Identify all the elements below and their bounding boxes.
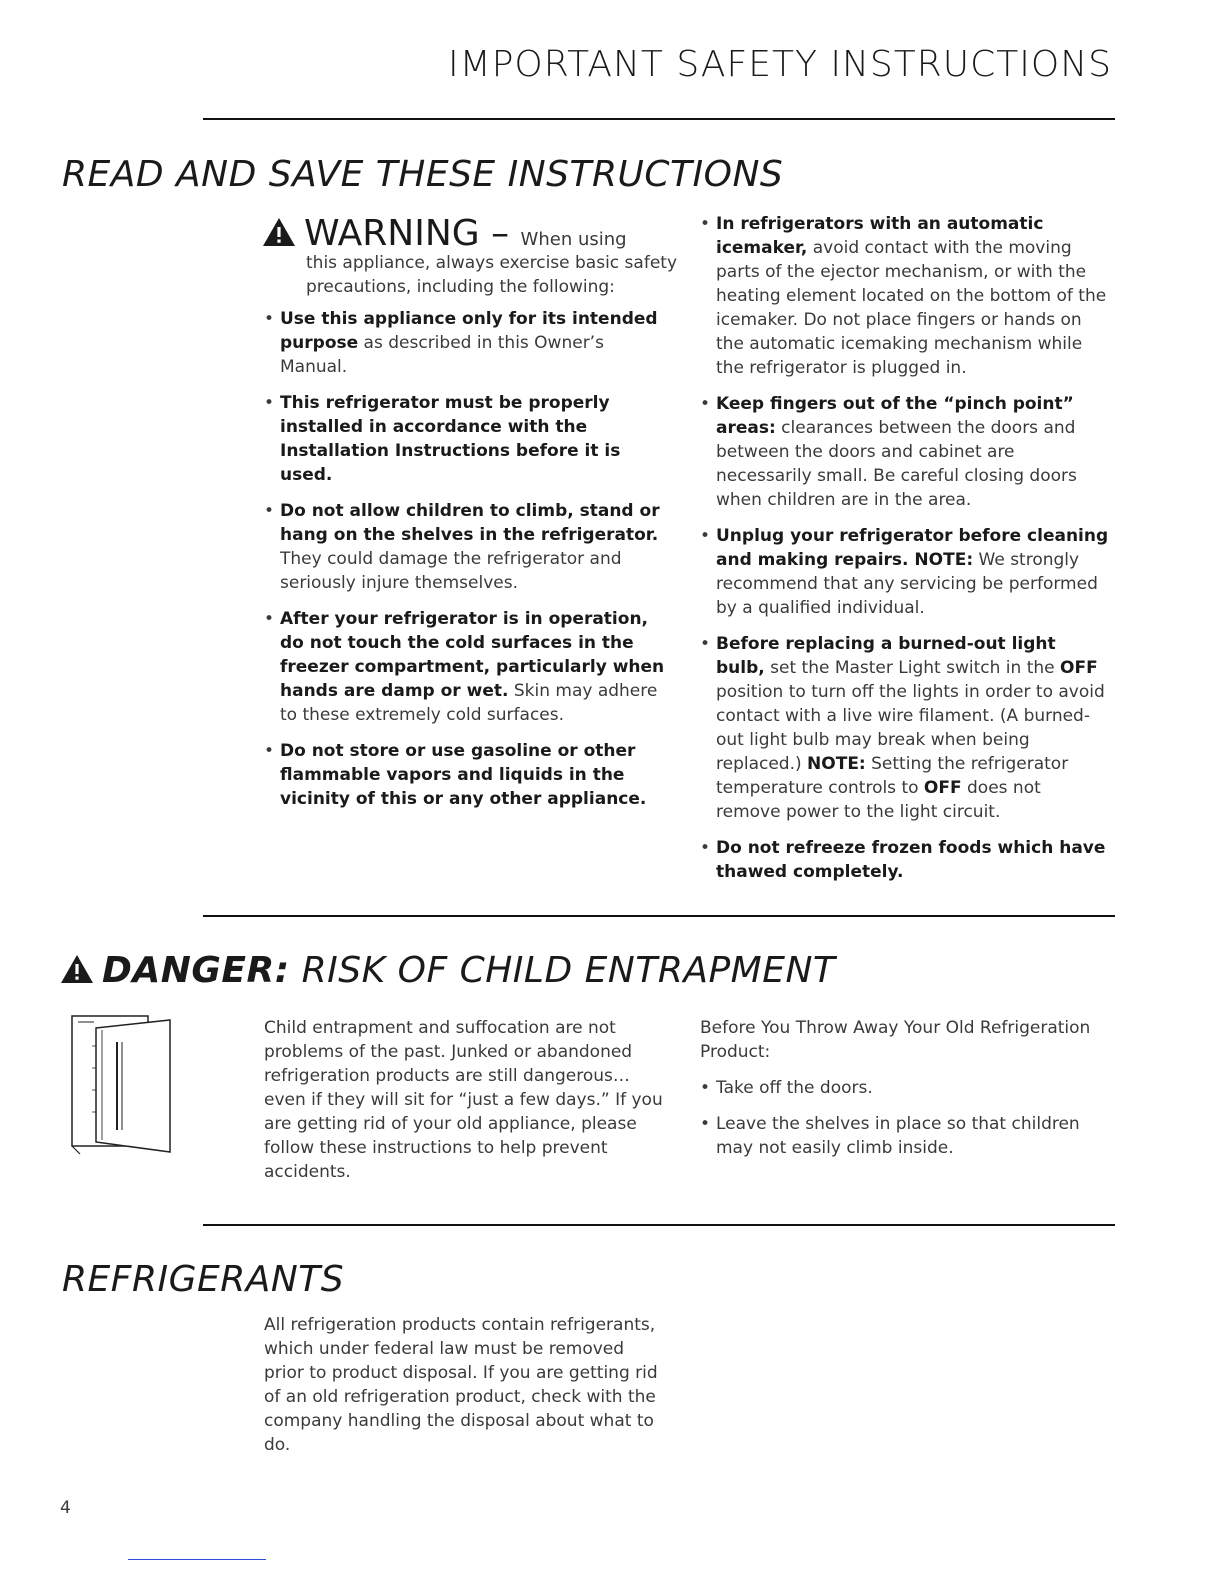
read-save-title: READ AND SAVE THESE INSTRUCTIONS [62,154,784,195]
right-bullet-list [700,212,1110,896]
left-bullet-list [264,307,676,823]
list-item: • Do not allow children to climb, stand or hang on the shelves in the refrigerator. They could damage the refrigerator and seriously injure themselves. [264,501,660,593]
list-item: • Leave the shelves in place so that children may not easily climb inside. [700,1114,1080,1158]
footer-link-underline [128,1559,266,1560]
list-item: • Do not store or use gasoline or other flammable vapors and liquids in the vicinity of this or any other appliance. [264,741,647,809]
list-item: • Use this appliance only for its intended purpose as described in this Owner’s Manual. [264,309,658,377]
warning-triangle-icon [262,217,296,247]
list-item-light-bulb: • Before replacing a burned-out light bulb, set the Master Light switch in the OFF position to turn off the lights in order to avoid contact with a live wire filament. (A burned-out light bulb may break when being replaced.) NOTE: Setting the refrigerator temperature controls to OFF does not remove power to the light circuit. [700,634,1105,822]
danger-title [60,950,835,991]
danger-right-column [700,1016,1110,1172]
section-divider [203,915,1115,917]
danger-subtitle: RISK OF CHILD ENTRAPMENT [289,950,836,991]
warning-small-text: When using [520,229,627,250]
list-item: • This refrigerator must be properly installed in accordance with the Installation Instructions before it is used. [264,393,621,485]
header-divider [203,118,1115,120]
danger-label: DANGER: [102,950,290,991]
warning-intro: this appliance, always exercise basic safety precautions, including the following: [306,253,678,297]
refrigerants-paragraph: All refrigeration products contain refrigerants, which under federal law must be removed prior to product disposal. If you are getting rid of an old refrigeration product, check with the company handling the disposal about what to do. [264,1315,658,1455]
section-divider [203,1224,1115,1226]
list-item: • In refrigerators with an automatic icemaker, avoid contact with the moving parts of the ejector mechanism, or with the heating element located on the bottom of the icemaker. Do not place fingers or hands on the automatic icemaking mechanism while the refrigerator is plugged in. [700,214,1107,378]
refrigerator-illustration [70,1012,174,1160]
danger-paragraph: Child entrapment and suffocation are not problems of the past. Junked or abandoned refrigeration products are still dangerous… even if they will sit for “just a few days.” If you are getting rid of your old appliance, please follow these instructions to help prevent accidents. [264,1018,663,1182]
page-number: 4 [60,1498,71,1518]
danger-right-intro: Before You Throw Away Your Old Refrigeration Product: [700,1018,1091,1062]
list-item: • Unplug your refrigerator before cleaning and making repairs. NOTE: We strongly recommend that any servicing be performed by a qualified individual. [700,526,1109,618]
list-item: • Take off the doors. [700,1078,873,1098]
refrigerants-title: REFRIGERANTS [62,1259,345,1300]
list-item: • Do not refreeze frozen foods which have thawed completely. [700,838,1106,882]
page-header-title: IMPORTANT SAFETY INSTRUCTIONS [448,44,1112,85]
list-item: • After your refrigerator is in operation, do not touch the cold surfaces in the freezer compartment, particularly when hands are damp or wet. Skin may adhere to these extremely cold surfaces. [264,609,665,725]
danger-triangle-icon [60,954,94,984]
warning-word: WARNING – [304,213,510,254]
list-item: • Keep fingers out of the “pinch point” areas: clearances between the doors and between the doors and cabinet are necessarily small. Be careful closing doors when children are in the area. [700,394,1077,510]
